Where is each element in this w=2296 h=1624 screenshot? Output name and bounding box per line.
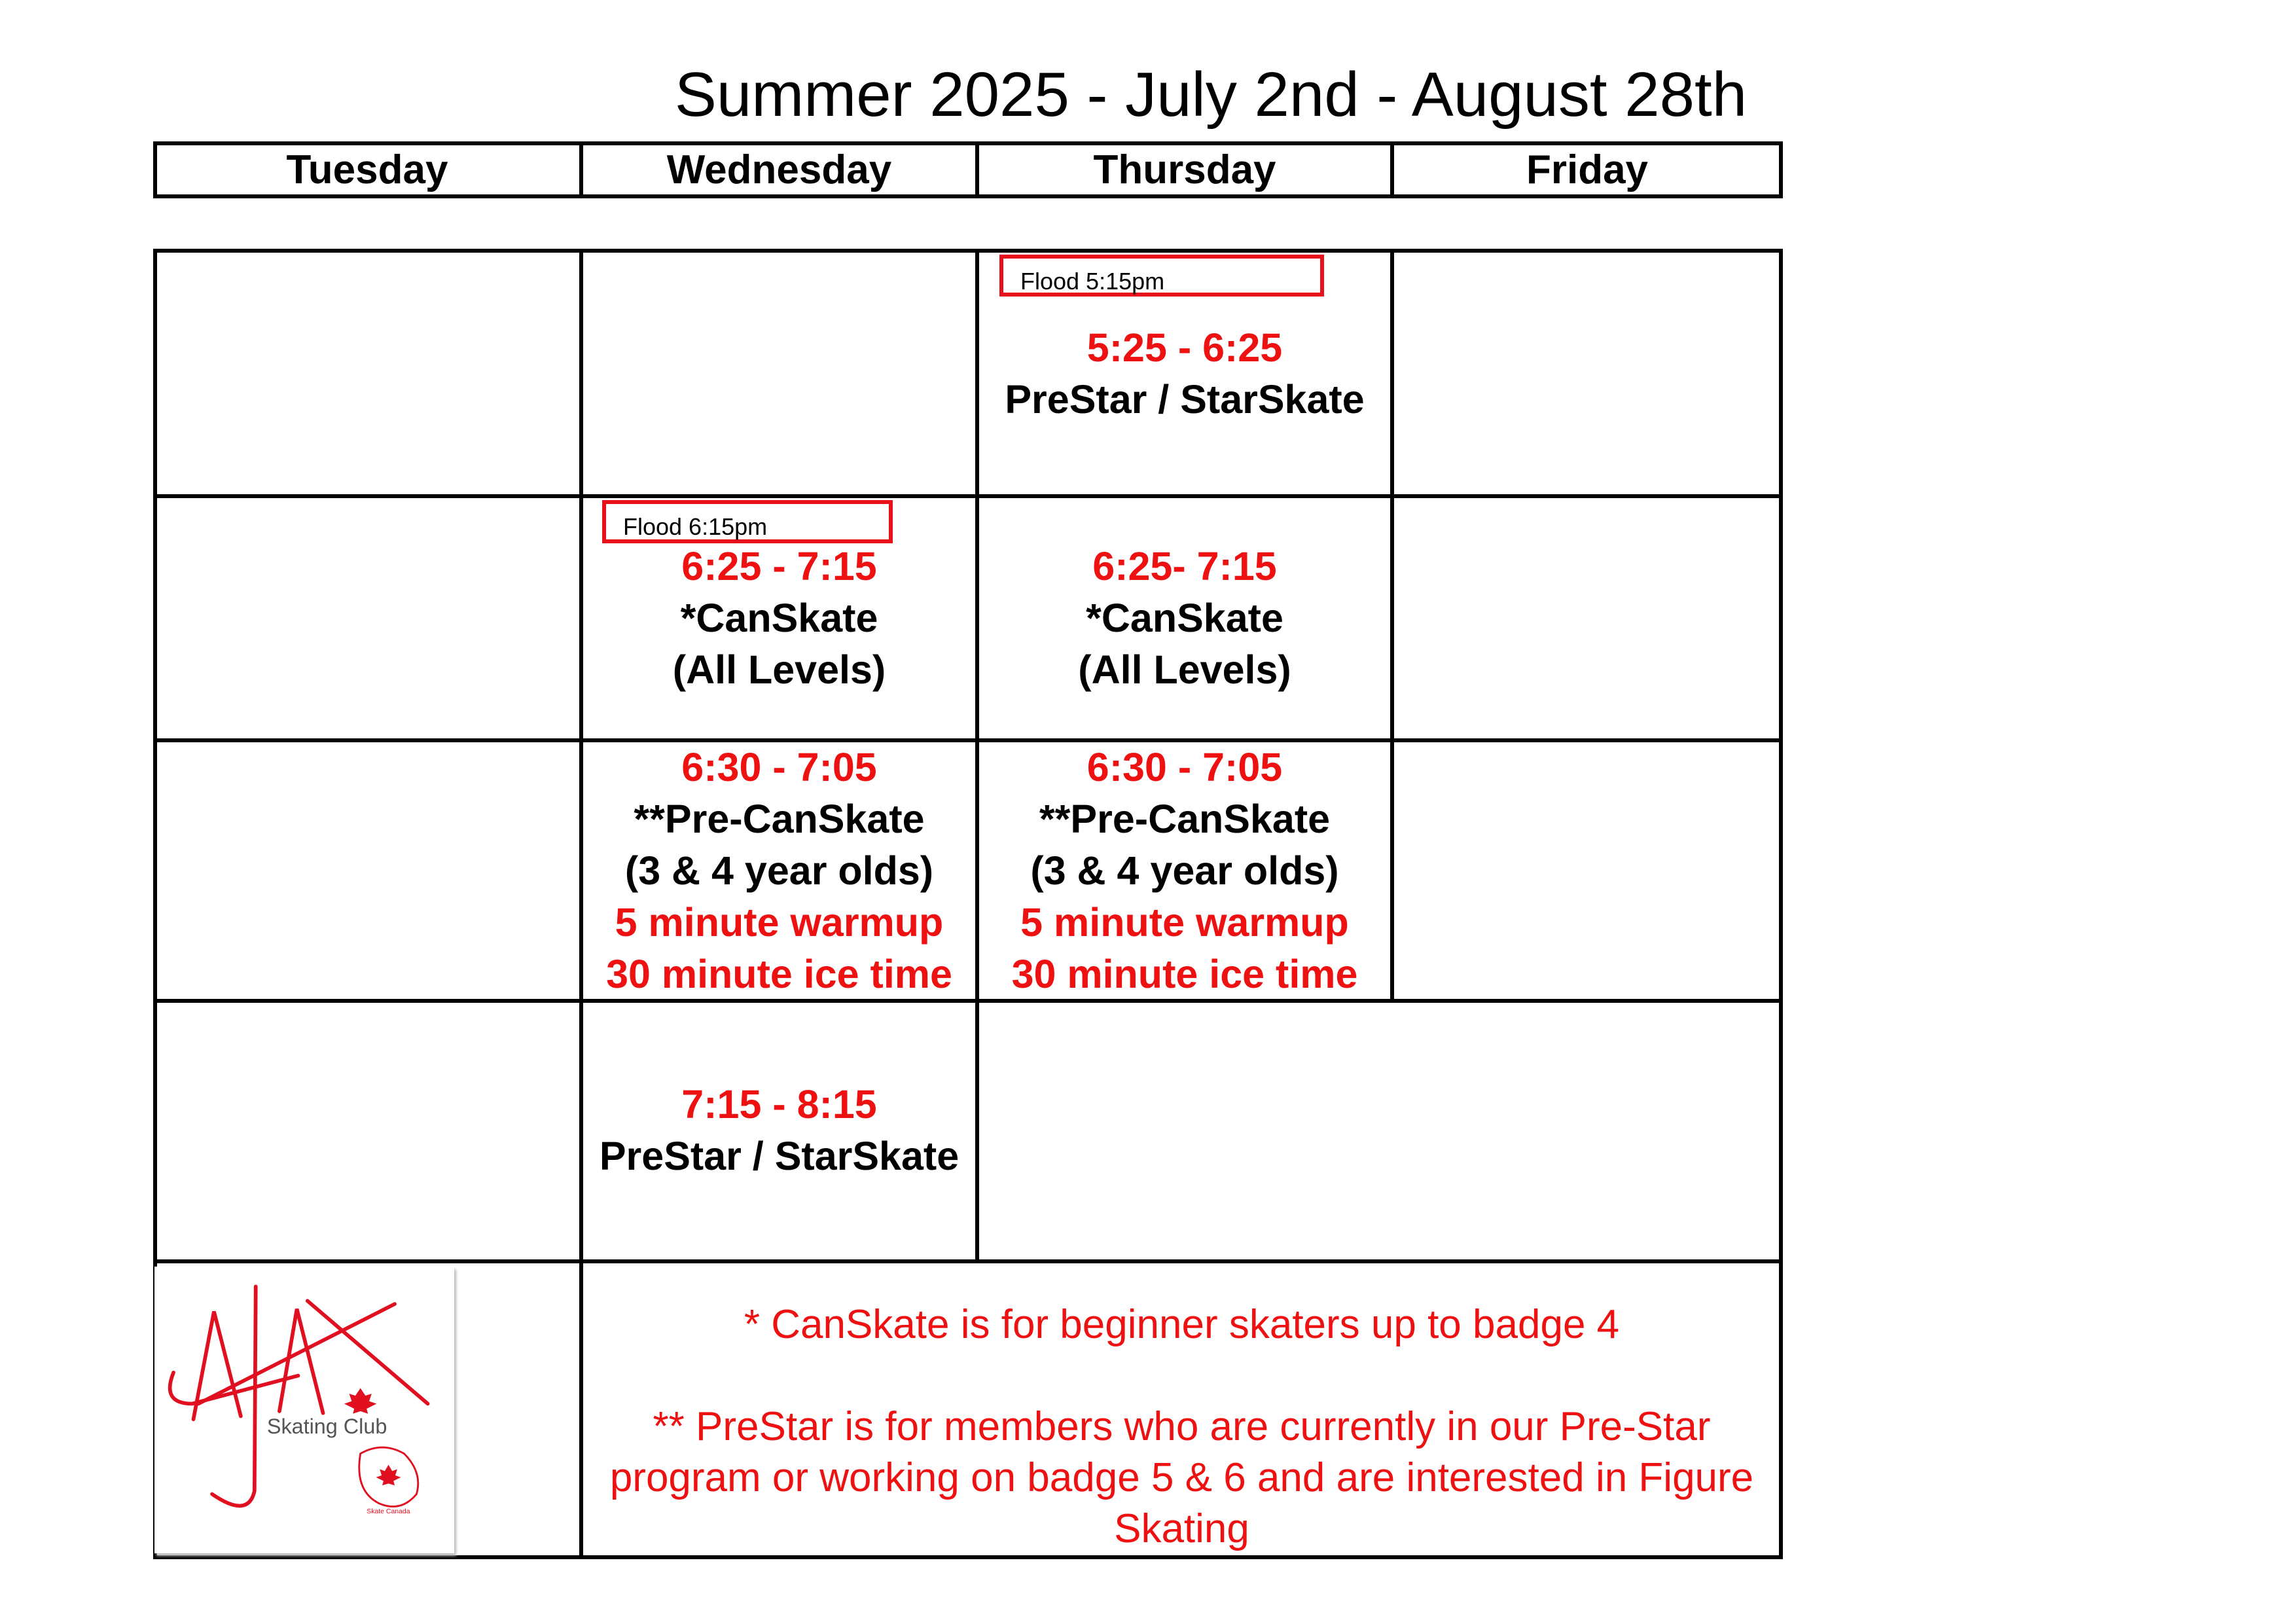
session-time: 5:25 - 6:25 (1086, 325, 1283, 370)
session-name: PreStar / StarSkate (1005, 377, 1365, 422)
session-wednesday-canskate (581, 541, 977, 696)
session-wednesday-prestar (581, 1079, 977, 1182)
session-thursday-canskate (977, 541, 1392, 696)
day-tuesday: Tuesday (286, 147, 448, 192)
day-wednesday: Wednesday (666, 147, 892, 192)
day-friday: Friday (1526, 147, 1649, 192)
session-time: 6:25 - 7:15 (681, 544, 877, 588)
session-name: **Pre-CanSkate (634, 797, 925, 841)
session-name: *CanSkate (1086, 596, 1283, 640)
session-sub: (All Levels) (672, 647, 886, 692)
ajax-skating-club-logo (154, 1267, 454, 1553)
session-name: **Pre-CanSkate (1039, 797, 1331, 841)
session-time: 6:25- 7:15 (1092, 544, 1277, 588)
session-time: 7:15 - 8:15 (681, 1082, 877, 1127)
day-thursday: Thursday (1093, 147, 1276, 192)
flood-label-wednesday: Flood 6:15pm (602, 500, 893, 543)
session-thursday-precanskate (977, 742, 1392, 1000)
session-time: 6:30 - 7:05 (681, 745, 877, 789)
flood-label-thursday: Flood 5:15pm (999, 255, 1324, 297)
session-sub: (All Levels) (1078, 647, 1291, 692)
logo-graphic (154, 1267, 454, 1553)
session-note: 5 minute warmup (615, 900, 944, 945)
notes (581, 1299, 1782, 1555)
svg-text:Skate Canada: Skate Canada (367, 1508, 410, 1516)
svg-text:Skating Club: Skating Club (266, 1415, 387, 1439)
session-thursday-prestar (977, 322, 1392, 425)
session-sub: (3 & 4 year olds) (624, 848, 934, 893)
session-note: 30 minute ice time (606, 952, 952, 996)
session-time: 6:30 - 7:05 (1086, 745, 1283, 789)
page-title: Summer 2025 - July 2nd - August 28th (674, 60, 1748, 130)
session-wednesday-precanskate (581, 742, 977, 1000)
note-canskate: * CanSkate is for beginner skaters up to badge 4 (744, 1302, 1620, 1347)
session-name: PreStar / StarSkate (599, 1134, 960, 1178)
note-prestar: ** PreStar is for members who are currently in our Pre-Star program or working on badge 5 & 6 and are interested in Figure Skating (609, 1404, 1754, 1551)
session-note: 30 minute ice time (1011, 952, 1358, 996)
divider (153, 494, 1783, 498)
session-sub: (3 & 4 year olds) (1030, 848, 1339, 893)
session-name: *CanSkate (680, 596, 878, 640)
divider (153, 1259, 1783, 1263)
session-note: 5 minute warmup (1020, 900, 1349, 945)
